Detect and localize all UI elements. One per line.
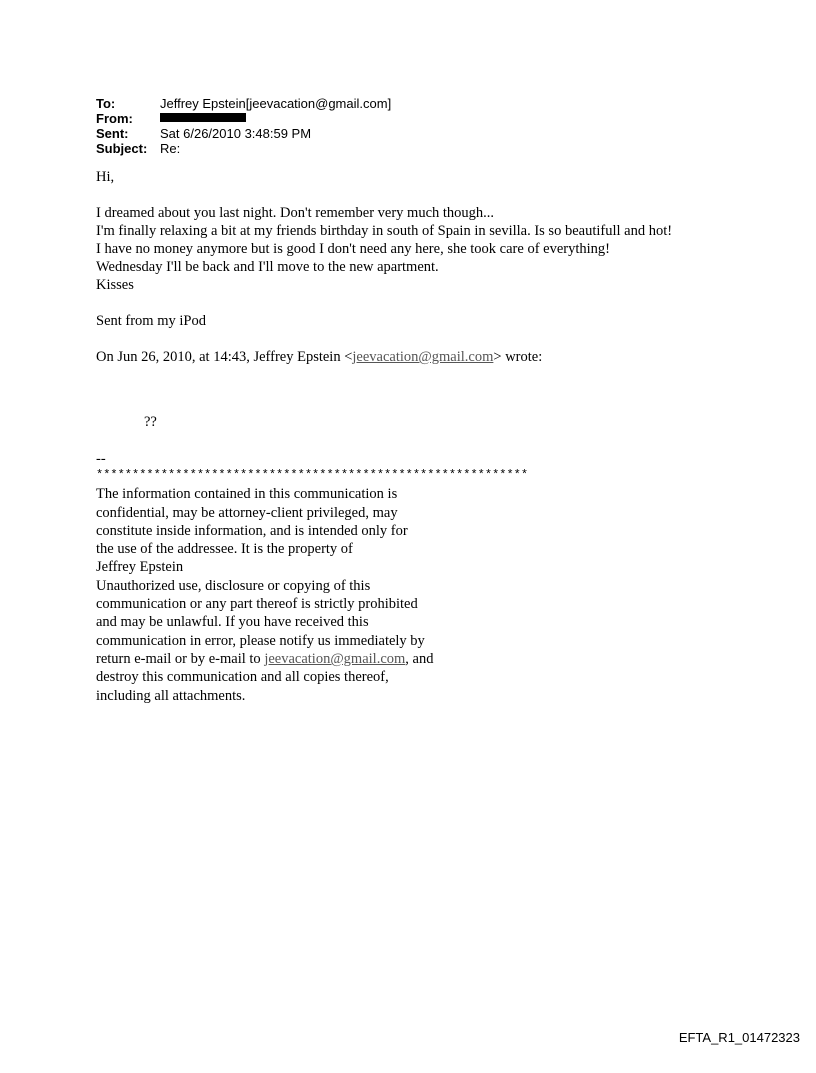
redaction-bar (160, 113, 246, 122)
disclaimer-line: Jeffrey Epstein (96, 559, 184, 576)
return-pre: return e-mail or by e-mail to (96, 650, 265, 667)
stars-divider: ************************************************************ (96, 468, 529, 483)
body-line: I dreamed about you last night. Don't remember very much though... (96, 205, 495, 221)
quoted-text: ?? (144, 414, 157, 430)
document-id: EFTA_R1_01472323 (678, 1030, 800, 1045)
subject-label: Subject: (96, 141, 148, 156)
disclaimer-line: destroy this communication and all copies thereof, (96, 669, 389, 686)
sig-dashes: -- (96, 451, 106, 467)
body-line: I'm finally relaxing a bit at my friends birthday in south of Spain in sevilla. Is so beautifull and hot! (96, 223, 673, 239)
disclaimer-line: including all attachments. (96, 687, 246, 704)
sent-row (96, 126, 391, 141)
disclaimer-line: communication or any part thereof is strictly prohibited (96, 596, 418, 613)
from-row (96, 111, 391, 126)
subject-value: Re: (160, 141, 181, 156)
body-line: Wednesday I'll be back and I'll move to the new apartment. (96, 259, 439, 275)
return-post: , and (405, 650, 434, 667)
disclaimer (96, 450, 656, 705)
to-value: Jeffrey Epstein[jeevacation@gmail.com] (160, 96, 392, 111)
quote-intro-post: > wrote: (493, 349, 543, 365)
sent-label: Sent: (96, 126, 129, 141)
disclaimer-line: constitute inside information, and is intended only for (96, 522, 408, 539)
sent-value: Sat 6/26/2010 3:48:59 PM (160, 126, 312, 141)
body-line: I have no money anymore but is good I don't need any here, she took care of everything! (96, 241, 610, 257)
message-body (96, 168, 776, 366)
disclaimer-line: Unauthorized use, disclosure or copying of this (96, 577, 371, 594)
email-header (96, 96, 391, 156)
quote-email-link[interactable]: jeevacation@gmail.com (352, 349, 494, 365)
to-row (96, 96, 391, 111)
disclaimer-line: The information contained in this communication is (96, 486, 398, 503)
disclaimer-email-link[interactable]: jeevacation@gmail.com (264, 650, 406, 667)
disclaimer-line: confidential, may be attorney-client privileged, may (96, 504, 398, 521)
disclaimer-return-line (96, 650, 656, 668)
quote-intro-pre: On Jun 26, 2010, at 14:43, Jeffrey Epstein < (96, 349, 353, 365)
to-label: To: (96, 96, 116, 111)
greeting: Hi, (96, 169, 115, 185)
disclaimer-line: the use of the addressee. It is the property of (96, 541, 353, 558)
sent-from-signature: Sent from my iPod (96, 313, 206, 329)
body-line: Kisses (96, 277, 134, 293)
disclaimer-line: communication in error, please notify us immediately by (96, 632, 425, 649)
from-label: From: (96, 111, 133, 126)
disclaimer-line: and may be unlawful. If you have received this (96, 614, 369, 631)
subject-row (96, 141, 391, 156)
quote-intro (96, 348, 776, 366)
